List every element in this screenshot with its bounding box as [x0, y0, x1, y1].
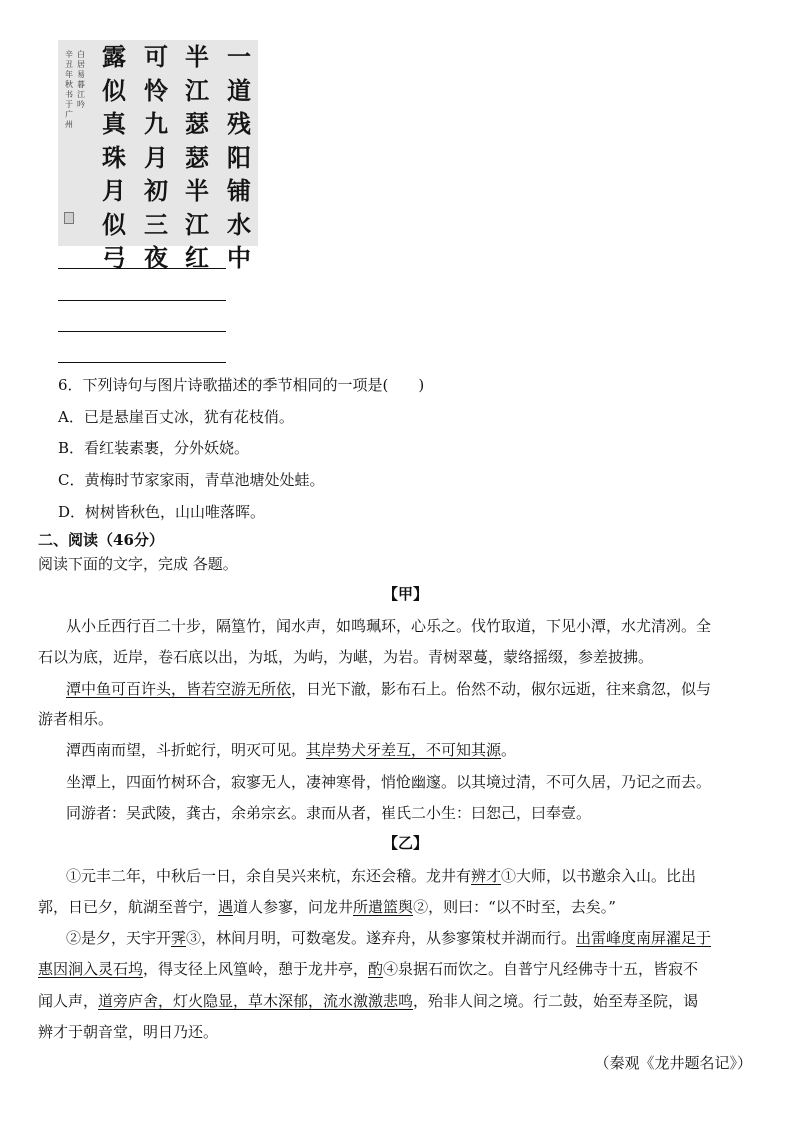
poem-column-2: 半江瑟瑟半江红	[185, 42, 209, 272]
underlined-sentence: 潭中鱼可百许头，皆若空游无所依	[66, 680, 292, 698]
yi-paragraph-2-line-2	[38, 959, 698, 979]
text-run: ③，林间月明，可数毫发。遂弃舟，从参寥策杖并湖而行。	[186, 929, 577, 947]
section-instruction: 阅读下面的文字，完成 各题。	[38, 555, 238, 573]
answer-line[interactable]	[58, 268, 226, 269]
underlined-word: 所遣篮舆	[353, 898, 414, 916]
text-run: 道人参寥，问龙井	[233, 898, 354, 916]
underlined-sentence: 出雷峰度南屏濯足于	[576, 929, 712, 947]
text-run: ，日光下澈，影布石上。佁然不动，俶尔远逝，往来翕忽，似与	[291, 680, 712, 698]
text-run: ，得支径上风篁岭，憩于龙井亭，	[143, 960, 369, 978]
text-run: ④泉据石而饮之。自普宁凡经佛寺十五，皆寂不	[383, 960, 699, 978]
yi-paragraph-1-line-2	[38, 897, 616, 917]
underlined-sentence: 惠因涧入灵石坞	[38, 960, 144, 978]
jia-paragraph-5: 同游者：吴武陵，龚古，余弟宗玄。隶而从者，崔氏二小生：曰恕己，曰奉壹。	[66, 804, 592, 822]
text-run: 。	[501, 741, 517, 759]
text-run: 闻人声，	[38, 992, 99, 1010]
poem-column-3: 可怜九月初三夜	[144, 42, 168, 272]
underlined-word: 酌	[368, 960, 384, 978]
text-run: ，殆非人间之境。行二鼓，始至寿圣院，谒	[413, 992, 699, 1010]
text-run: ①元丰二年，中秋后一日，余自吴兴来杭，东还会稽。龙井有	[66, 867, 472, 885]
text-run: 郭，日已夕，航湖至普宁，	[38, 898, 219, 916]
text-run: ②是夕，天宇开	[66, 929, 172, 947]
answer-line[interactable]	[58, 331, 226, 332]
jia-paragraph-2-line-1	[66, 679, 711, 699]
underlined-sentence: 其岸势犬牙差互，不可知其源	[306, 741, 502, 759]
underlined-sentence: 道旁庐舍，灯火隐显，草木深郁，流水激激悲鸣	[98, 992, 414, 1010]
calligraphy-image	[58, 40, 258, 272]
text-run: 潭西南而望，斗折蛇行，明灭可见。	[66, 741, 307, 759]
option-b: B．看红装素裹，分外妖娆。	[58, 439, 250, 457]
seal-stamp	[64, 212, 74, 224]
yi-paragraph-2-line-1	[66, 928, 711, 948]
passage-jia-title: 【甲】	[383, 585, 429, 603]
passage-yi-title: 【乙】	[383, 834, 429, 852]
jia-paragraph-3	[66, 740, 516, 760]
option-a: A．已是悬崖百丈冰，犹有花枝俏。	[58, 408, 294, 426]
section-heading: 二、阅读（46分）	[38, 531, 164, 549]
yi-paragraph-1-line-1	[66, 866, 696, 886]
question-6-stem: 6．下列诗句与图片诗歌描述的季节相同的一项是( )	[58, 376, 425, 394]
jia-paragraph-1-line-1: 从小丘西行百二十步，隔篁竹，闻水声，如鸣珮环，心乐之。伐竹取道，下见小潭，水尤清冽。全	[66, 617, 712, 635]
poem-column-4: 露似真珠月似弓	[102, 42, 126, 272]
jia-paragraph-4: 坐潭上，四面竹树环合，寂寥无人，凄神寒骨，悄怆幽邃。以其境过清，不可久居，乃记之而去。	[66, 773, 712, 791]
source-citation: （秦观《龙井题名记》）	[594, 1054, 752, 1072]
yi-paragraph-2-line-3	[38, 991, 698, 1011]
text-run: ②，则曰：“以不时至，去矣。”	[413, 898, 616, 916]
jia-paragraph-2-line-2: 游者相乐。	[38, 710, 114, 728]
jia-paragraph-1-line-2: 石以为底，近岸，卷石底以出，为坻，为屿，为嵁，为岩。青树翠蔓，蒙络摇缀，参差披拂。	[38, 648, 654, 666]
underlined-word: 霁	[171, 929, 187, 947]
answer-line[interactable]	[58, 300, 226, 301]
colophon-signature: 辛丑年秋书于广州	[65, 50, 73, 129]
yi-paragraph-2-line-4: 辨才于朝音堂，明日乃还。	[38, 1023, 219, 1041]
underlined-word: 辨才	[471, 867, 502, 885]
option-d: D．树树皆秋色，山山唯落晖。	[58, 503, 266, 521]
answer-line[interactable]	[58, 362, 226, 363]
poem-column-1: 一道残阳铺水中	[227, 42, 251, 272]
text-run: ①大师，以书邀余入山。比出	[501, 867, 697, 885]
underlined-word: 遇	[218, 898, 234, 916]
option-c: C．黄梅时节家家雨，青草池塘处处蛙。	[58, 471, 325, 489]
colophon-title: 白居易暮江吟	[77, 50, 85, 109]
